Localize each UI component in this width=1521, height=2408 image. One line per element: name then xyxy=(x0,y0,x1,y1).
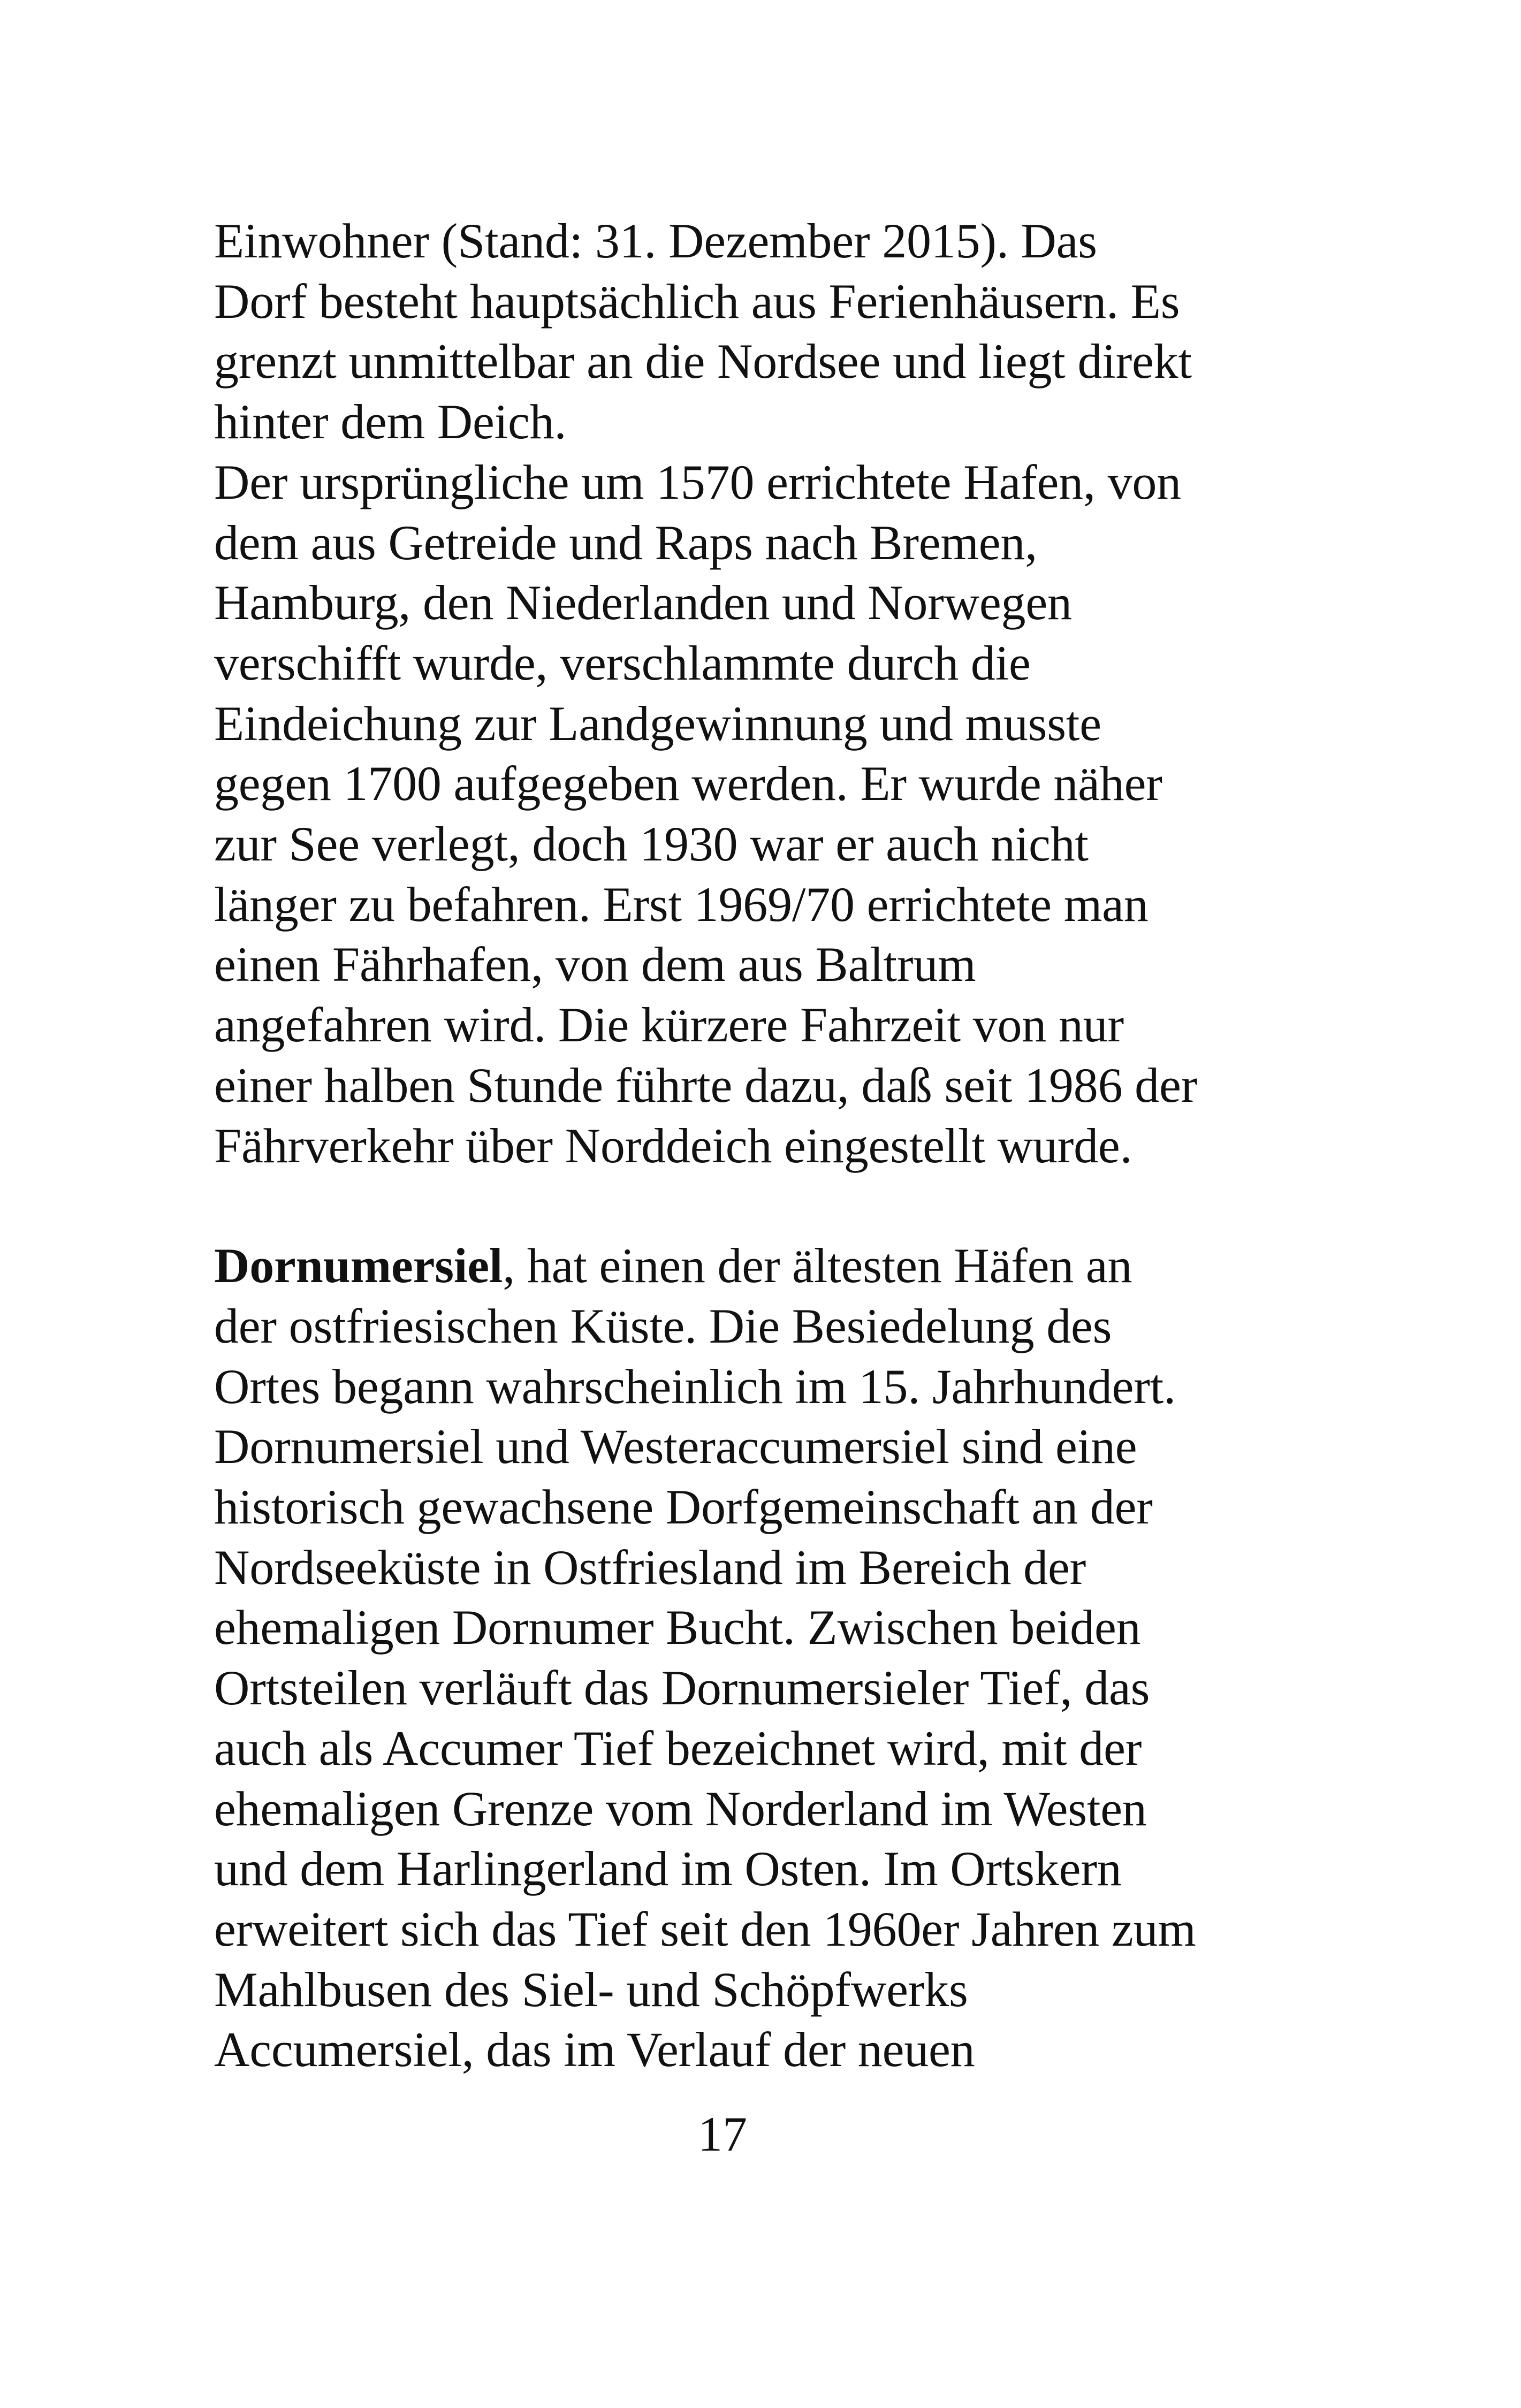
text-line: Accumersiel, das im Verlauf der neuen xyxy=(214,2022,975,2077)
text-line: zur See verlegt, doch 1930 war er auch nicht xyxy=(214,817,1089,872)
text-line: Fährverkehr über Norddeich eingestellt wurde. xyxy=(214,1118,1132,1173)
text-line: der ostfriesischen Küste. Die Besiedelung des xyxy=(214,1298,1112,1353)
text-line: historisch gewachsene Dorfgemeinschaft an der xyxy=(214,1480,1153,1535)
paragraph-dornumersiel xyxy=(214,1236,1317,2080)
text-line: hinter dem Deich. xyxy=(214,394,567,449)
page-body xyxy=(214,211,1317,2080)
paragraph-einwohner xyxy=(214,211,1317,452)
text-line: gegen 1700 aufgegeben werden. Er wurde näher xyxy=(214,756,1162,811)
text-line: grenzt unmittelbar an die Nordsee und liegt direkt xyxy=(214,334,1192,389)
text-line: Einwohner (Stand: 31. Dezember 2015). Das xyxy=(214,214,1097,268)
text-line: einer halben Stunde führte dazu, daß seit 1986 der xyxy=(214,1057,1198,1112)
paragraph-hafen xyxy=(214,452,1317,1176)
text-line: einen Fährhafen, von dem aus Baltrum xyxy=(214,937,976,992)
text-line: Hamburg, den Niederlanden und Norwegen xyxy=(214,575,1072,630)
heading-line-rest: , hat einen der ältesten Häfen an xyxy=(503,1238,1132,1293)
paragraph-spacer xyxy=(214,1176,1317,1236)
text-line: und dem Harlingerland im Osten. Im Ortskern xyxy=(214,1841,1122,1896)
text-line: ehemaligen Grenze vom Norderland im Westen xyxy=(214,1781,1147,1836)
text-line: ehemaligen Dornumer Bucht. Zwischen beiden xyxy=(214,1600,1141,1655)
text-line: Ortes begann wahrscheinlich im 15. Jahrhundert. xyxy=(214,1359,1176,1414)
page-number: 17 xyxy=(698,2107,747,2161)
text-line: Mahlbusen des Siel- und Schöpfwerks xyxy=(214,1962,968,2017)
text-line: Nordseeküste in Ostfriesland im Bereich der xyxy=(214,1540,1086,1595)
section-heading: Dornumersiel xyxy=(214,1238,503,1293)
text-line: Dornumersiel und Westeraccumersiel sind eine xyxy=(214,1419,1137,1474)
text-line: angefahren wird. Die kürzere Fahrzeit von nur xyxy=(214,997,1124,1053)
text-line: Eindeichung zur Landgewinnung und musste xyxy=(214,696,1101,751)
text-line-with-heading xyxy=(214,1236,1317,1296)
text-line: verschifft wurde, verschlammte durch die xyxy=(214,635,1031,690)
text-line: länger zu befahren. Erst 1969/70 errichtete man xyxy=(214,877,1149,932)
text-line: Ortsteilen verläuft das Dornumersieler Tief, das xyxy=(214,1660,1150,1716)
text-line: dem aus Getreide und Raps nach Bremen, xyxy=(214,515,1038,570)
text-line: Der ursprüngliche um 1570 errichtete Hafen, von xyxy=(214,454,1181,509)
text-line: Dorf besteht hauptsächlich aus Ferienhäusern. Es xyxy=(214,273,1180,329)
text-line: erweitert sich das Tief seit den 1960er Jahren zum xyxy=(214,1901,1196,1956)
text-line: auch als Accumer Tief bezeichnet wird, mit der xyxy=(214,1720,1142,1775)
